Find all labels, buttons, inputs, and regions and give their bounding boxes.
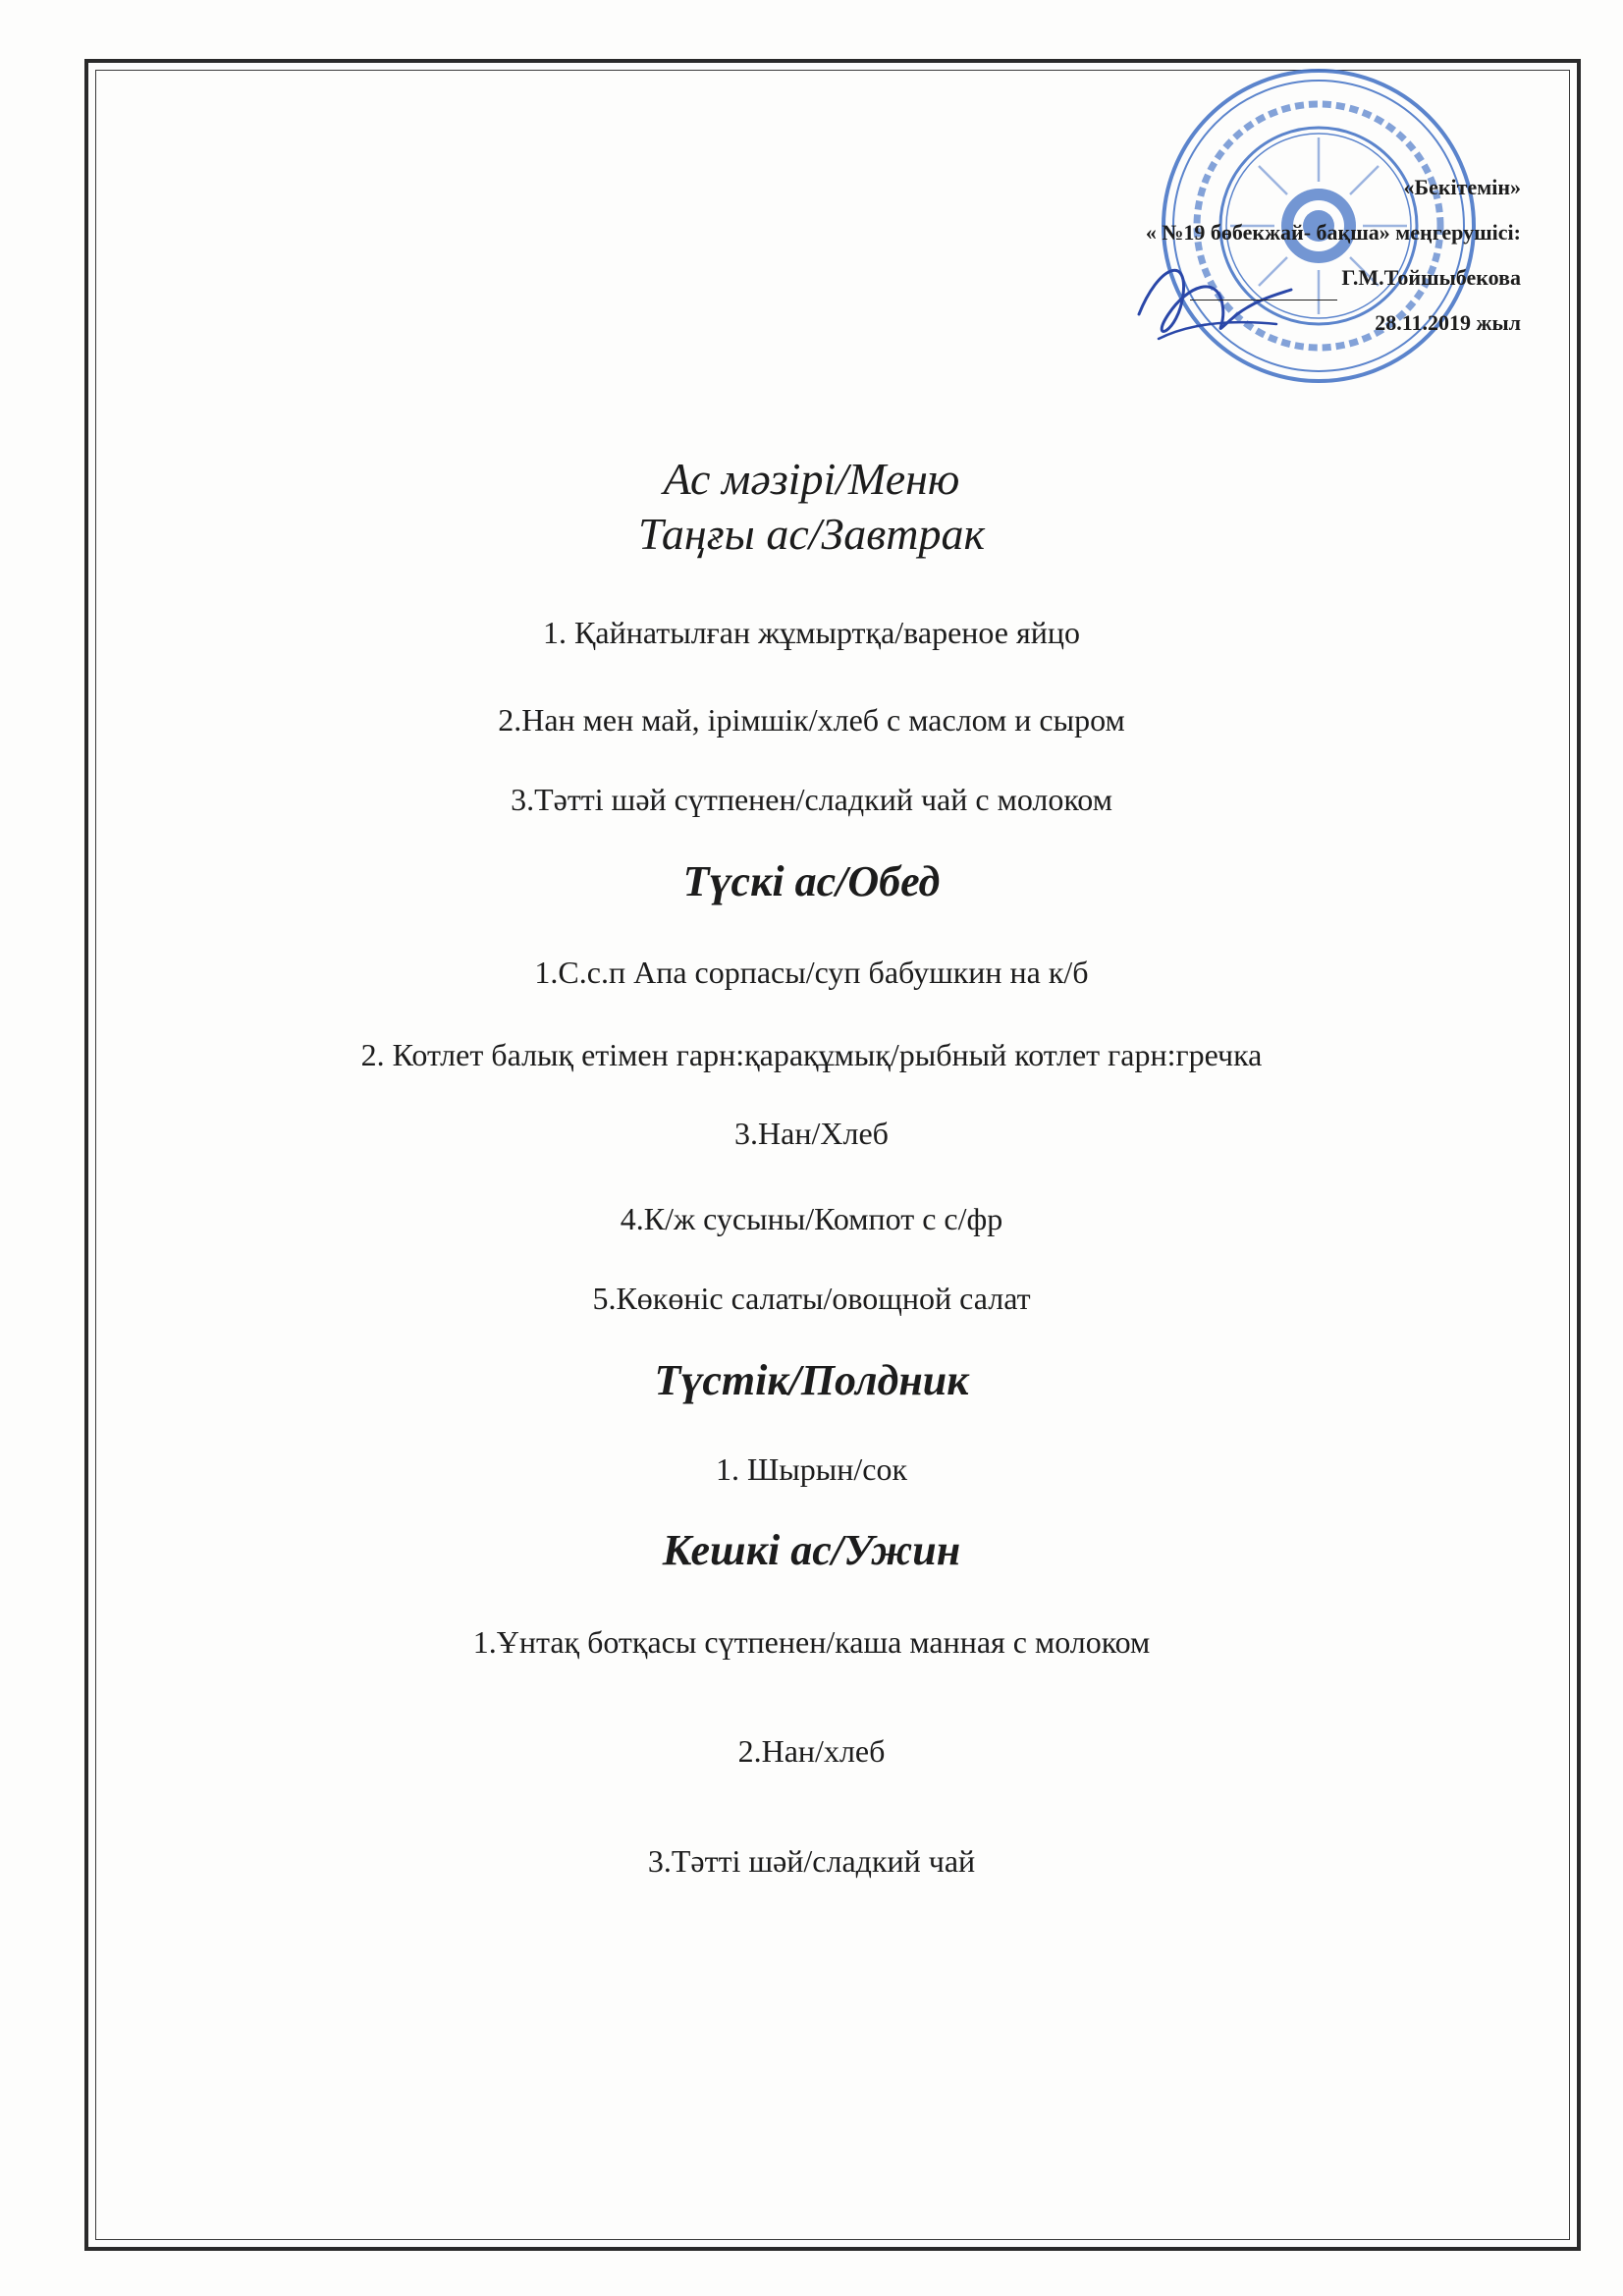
menu-header xyxy=(0,452,1623,562)
signature-underline xyxy=(1190,276,1337,301)
snack-item: 1. Шырын/сок xyxy=(715,1451,908,1487)
lunch-item: 4.К/ж сусыны/Компот с с/фр xyxy=(620,1201,1003,1236)
lunch-item: 1.С.с.п Апа сорпасы/суп бабушкин на к/б xyxy=(534,955,1089,990)
page-border-inner xyxy=(95,70,1570,2240)
approve-label: «Бекітемін» xyxy=(1403,175,1521,199)
dinner-item: 3.Тәтті шәй/сладкий чай xyxy=(647,1843,976,1879)
lunch-title: Түскі ас/Обед xyxy=(682,857,941,905)
approval-date: 28.11.2019 жыл xyxy=(1375,310,1521,335)
dinner-item: 1.Ұнтақ ботқасы сүтпенен/каша манная с молоком xyxy=(472,1624,1151,1660)
dinner-title: Кешкі ас/Ужин xyxy=(662,1526,961,1574)
breakfast-item: 3.Тәтті шәй сүтпенен/сладкий чай с молоком xyxy=(511,782,1112,817)
org-line: « №19 бөбекжай- бақша» меңгерушісі: xyxy=(1145,220,1521,245)
dinner-item: 2.Нан/хлеб xyxy=(737,1733,886,1769)
breakfast-item: 1. Қайнатылған жұмыртқа/вареное яйцо xyxy=(543,615,1080,650)
head-signature-line xyxy=(1146,255,1521,301)
breakfast-title: Таңғы ас/Завтрак xyxy=(637,509,986,559)
lunch-item: 2. Котлет балық етімен гарн:қарақұмық/рыбный котлет гарн:гречка xyxy=(360,1037,1263,1072)
lunch-item: 3.Нан/Хлеб xyxy=(734,1116,889,1151)
lunch-item: 5.Көкөніс салаты/овощной салат xyxy=(592,1281,1031,1316)
page-title: Ас мәзірі/Меню xyxy=(663,454,960,504)
snack-title: Түстік/Полдник xyxy=(654,1356,969,1404)
breakfast-item: 2.Нан мен май, ірімшік/хлеб с маслом и сыром xyxy=(498,702,1125,738)
approval-block xyxy=(1146,165,1521,346)
head-name: Г.М.Тойшыбекова xyxy=(1341,265,1521,290)
